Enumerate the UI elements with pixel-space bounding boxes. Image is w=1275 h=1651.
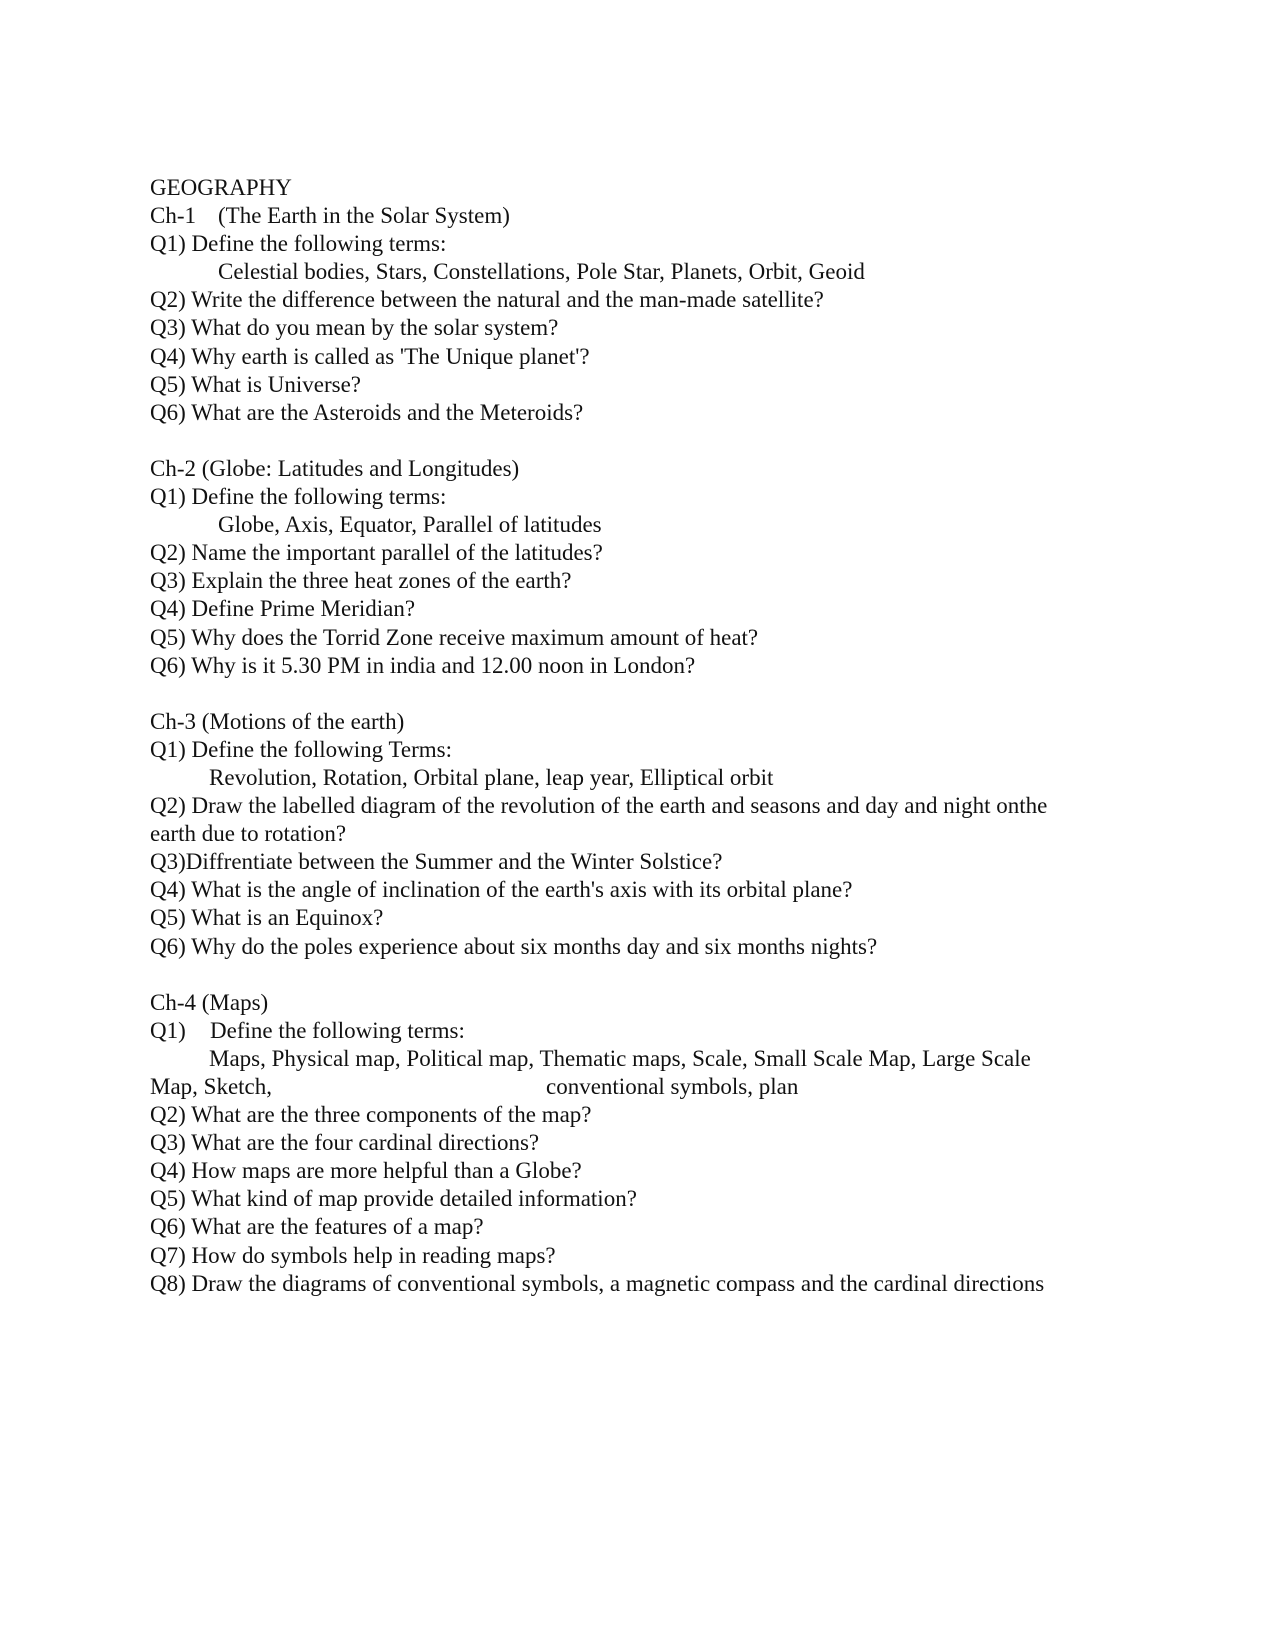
- ch4-question: Q5) What kind of map provide detailed information?: [150, 1186, 637, 1212]
- ch1-q1-label: Q1) Define the following terms:: [150, 231, 447, 257]
- ch2-question: Q4) Define Prime Meridian?: [150, 596, 416, 622]
- ch4-q1-terms-line2: Map, Sketch, conventional symbols, plan: [150, 1074, 799, 1099]
- section-spacer: [150, 680, 1150, 708]
- ch1-question: Q6) What are the Asteroids and the Meteroids?: [150, 399, 584, 425]
- chapter-3-title: Ch-3 (Motions of the earth): [150, 708, 405, 734]
- ch3-q2-line1: Q2) Draw the labelled diagram of the revolution of the earth and seasons and day and night onthe: [150, 793, 1048, 819]
- chapter-1-title: Ch-1 (The Earth in the Solar System): [150, 203, 510, 229]
- section-spacer: [150, 427, 1150, 455]
- ch4-q1-terms-line1: Maps, Physical map, Political map, Thematic maps, Scale, Small Scale Map, Large Scale: [209, 1045, 1031, 1071]
- ch1-question: Q4) Why earth is called as 'The Unique planet'?: [150, 343, 590, 369]
- section-spacer: [150, 961, 1150, 989]
- chapter-2-title: Ch-2 (Globe: Latitudes and Longitudes): [150, 455, 520, 481]
- ch3-question: Q5) What is an Equinox?: [150, 905, 384, 931]
- ch2-q1-label: Q1) Define the following terms:: [150, 484, 447, 510]
- ch4-question: Q7) How do symbols help in reading maps?: [150, 1242, 556, 1268]
- ch1-question: Q3) What do you mean by the solar system?: [150, 315, 559, 341]
- ch3-q1-label: Q1) Define the following Terms:: [150, 736, 453, 762]
- ch4-question: Q6) What are the features of a map?: [150, 1214, 484, 1240]
- ch2-q1-terms: Globe, Axis, Equator, Parallel of latitudes: [218, 512, 602, 538]
- ch4-question: Q3) What are the four cardinal directions?: [150, 1130, 540, 1156]
- ch3-q2-line2: earth due to rotation?: [150, 821, 347, 847]
- ch4-q1-label: Q1) Define the following terms:: [150, 1017, 465, 1043]
- chapter-4-title: Ch-4 (Maps): [150, 989, 269, 1015]
- ch3-question: Q6) Why do the poles experience about six months day and six months nights?: [150, 933, 878, 959]
- ch4-question: Q2) What are the three components of the map?: [150, 1102, 592, 1128]
- ch1-question: Q5) What is Universe?: [150, 371, 361, 397]
- ch2-question: Q6) Why is it 5.30 PM in india and 12.00 noon in London?: [150, 652, 696, 678]
- ch2-question: Q5) Why does the Torrid Zone receive maximum amount of heat?: [150, 624, 759, 650]
- ch4-question: Q4) How maps are more helpful than a Globe?: [150, 1158, 582, 1184]
- subject-heading: GEOGRAPHY: [150, 175, 292, 200]
- ch1-question: Q2) Write the difference between the natural and the man-made satellite?: [150, 287, 824, 313]
- ch3-question: Q4) What is the angle of inclination of the earth's axis with its orbital plane?: [150, 877, 853, 903]
- ch3-q1-terms: Revolution, Rotation, Orbital plane, leap year, Elliptical orbit: [209, 764, 774, 790]
- ch3-question: Q3)Diffrentiate between the Summer and the Winter Solstice?: [150, 849, 723, 875]
- document-content: [150, 174, 1150, 1298]
- ch4-question: Q8) Draw the diagrams of conventional symbols, a magnetic compass and the cardinal directions: [150, 1270, 1045, 1296]
- ch1-q1-terms: Celestial bodies, Stars, Constellations, Pole Star, Planets, Orbit, Geoid: [218, 259, 865, 285]
- ch2-question: Q2) Name the important parallel of the latitudes?: [150, 540, 603, 566]
- ch2-question: Q3) Explain the three heat zones of the earth?: [150, 568, 572, 594]
